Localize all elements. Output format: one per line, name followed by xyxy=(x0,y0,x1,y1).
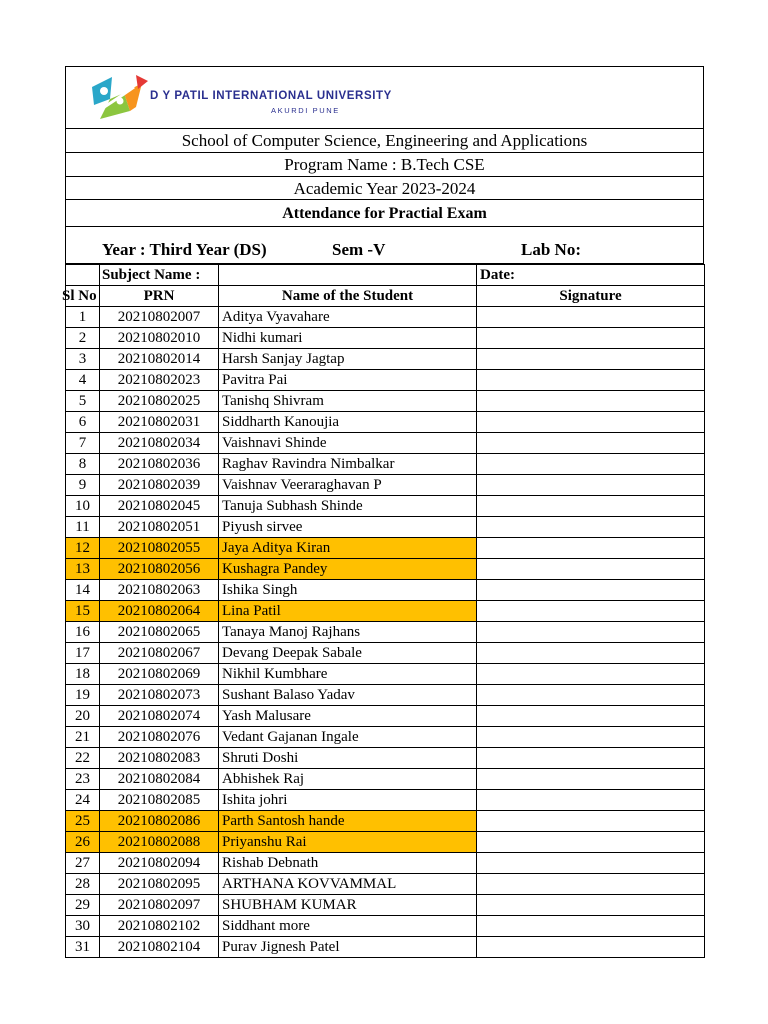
subject-row xyxy=(66,265,705,286)
date-label: Date: xyxy=(477,265,705,286)
sheet-title: Attendance for Practial Exam xyxy=(65,200,704,227)
prn-cell: 20210802025 xyxy=(100,391,219,412)
student-name-cell: Shruti Doshi xyxy=(219,748,477,769)
empty-cell xyxy=(66,265,100,286)
signature-cell[interactable] xyxy=(477,370,705,391)
prn-cell: 20210802095 xyxy=(100,874,219,895)
signature-cell[interactable] xyxy=(477,517,705,538)
signature-cell[interactable] xyxy=(477,391,705,412)
prn-cell: 20210802088 xyxy=(100,832,219,853)
signature-cell[interactable] xyxy=(477,769,705,790)
prn-cell: 20210802065 xyxy=(100,622,219,643)
prn-cell: 20210802051 xyxy=(100,517,219,538)
prn-cell: 20210802084 xyxy=(100,769,219,790)
prn-cell: 20210802083 xyxy=(100,748,219,769)
column-header-row xyxy=(66,286,705,307)
table-row xyxy=(66,370,705,391)
prn-cell: 20210802010 xyxy=(100,328,219,349)
prn-cell: 20210802097 xyxy=(100,895,219,916)
table-row xyxy=(66,811,705,832)
sl-cell: 8 xyxy=(66,454,100,475)
student-name-cell: Vaishnavi Shinde xyxy=(219,433,477,454)
university-location: AKURDI PUNE xyxy=(271,106,340,115)
sl-cell: 25 xyxy=(66,811,100,832)
sl-cell: 10 xyxy=(66,496,100,517)
student-name-cell: Raghav Ravindra Nimbalkar xyxy=(219,454,477,475)
table-row xyxy=(66,769,705,790)
sl-cell: 29 xyxy=(66,895,100,916)
sl-cell: 24 xyxy=(66,790,100,811)
prn-cell: 20210802094 xyxy=(100,853,219,874)
subject-label: Subject Name : xyxy=(100,265,219,286)
signature-cell[interactable] xyxy=(477,433,705,454)
sl-cell: 22 xyxy=(66,748,100,769)
table-row xyxy=(66,580,705,601)
program-name: Program Name : B.Tech CSE xyxy=(65,153,704,177)
student-name-cell: Lina Patil xyxy=(219,601,477,622)
student-name-cell: Yash Malusare xyxy=(219,706,477,727)
school-name: School of Computer Science, Engineering and Applications xyxy=(65,129,704,153)
table-row xyxy=(66,832,705,853)
signature-cell[interactable] xyxy=(477,874,705,895)
university-name: D Y PATIL INTERNATIONAL UNIVERSITY xyxy=(150,90,392,102)
signature-cell[interactable] xyxy=(477,475,705,496)
student-name-cell: Vaishnav Veeraraghavan P xyxy=(219,475,477,496)
table-row xyxy=(66,475,705,496)
column-header-signature: Signature xyxy=(477,286,705,307)
column-header-sl: Sl No xyxy=(66,286,100,307)
student-name-cell: Tanuja Subhash Shinde xyxy=(219,496,477,517)
student-name-cell: Aditya Vyavahare xyxy=(219,307,477,328)
signature-cell[interactable] xyxy=(477,601,705,622)
table-row xyxy=(66,328,705,349)
table-row xyxy=(66,517,705,538)
table-row xyxy=(66,748,705,769)
signature-cell[interactable] xyxy=(477,307,705,328)
sl-cell: 12 xyxy=(66,538,100,559)
table-row xyxy=(66,559,705,580)
table-row xyxy=(66,391,705,412)
sl-cell: 31 xyxy=(66,937,100,958)
signature-cell[interactable] xyxy=(477,622,705,643)
prn-cell: 20210802086 xyxy=(100,811,219,832)
lab-label: Lab No: xyxy=(521,240,581,259)
signature-cell[interactable] xyxy=(477,559,705,580)
signature-cell[interactable] xyxy=(477,454,705,475)
sl-cell: 18 xyxy=(66,664,100,685)
column-header-name: Name of the Student xyxy=(219,286,477,307)
student-name-cell: Purav Jignesh Patel xyxy=(219,937,477,958)
table-row xyxy=(66,727,705,748)
academic-year: Academic Year 2023-2024 xyxy=(65,177,704,200)
subject-value[interactable] xyxy=(219,265,477,286)
prn-cell: 20210802074 xyxy=(100,706,219,727)
table-row xyxy=(66,538,705,559)
sl-cell: 27 xyxy=(66,853,100,874)
sl-cell: 13 xyxy=(66,559,100,580)
table-row xyxy=(66,412,705,433)
prn-cell: 20210802034 xyxy=(100,433,219,454)
signature-cell[interactable] xyxy=(477,496,705,517)
signature-cell[interactable] xyxy=(477,349,705,370)
sl-cell: 4 xyxy=(66,370,100,391)
student-name-cell: Harsh Sanjay Jagtap xyxy=(219,349,477,370)
sl-cell: 21 xyxy=(66,727,100,748)
student-name-cell: Tanishq Shivram xyxy=(219,391,477,412)
prn-cell: 20210802045 xyxy=(100,496,219,517)
column-header-prn: PRN xyxy=(100,286,219,307)
sl-cell: 11 xyxy=(66,517,100,538)
table-row xyxy=(66,853,705,874)
student-name-cell: Abhishek Raj xyxy=(219,769,477,790)
table-row xyxy=(66,643,705,664)
prn-cell: 20210802031 xyxy=(100,412,219,433)
sl-cell: 20 xyxy=(66,706,100,727)
sl-cell: 30 xyxy=(66,916,100,937)
table-row xyxy=(66,790,705,811)
prn-cell: 20210802014 xyxy=(100,349,219,370)
student-name-cell: Sushant Balaso Yadav xyxy=(219,685,477,706)
table-row xyxy=(66,454,705,475)
logo-header xyxy=(65,66,704,129)
student-name-cell: Ishika Singh xyxy=(219,580,477,601)
prn-cell: 20210802036 xyxy=(100,454,219,475)
sl-cell: 14 xyxy=(66,580,100,601)
signature-cell[interactable] xyxy=(477,538,705,559)
student-name-cell: Jaya Aditya Kiran xyxy=(219,538,477,559)
table-row xyxy=(66,895,705,916)
student-name-cell: Priyanshu Rai xyxy=(219,832,477,853)
signature-cell[interactable] xyxy=(477,685,705,706)
student-name-cell: Nikhil Kumbhare xyxy=(219,664,477,685)
table-row xyxy=(66,874,705,895)
sl-cell: 15 xyxy=(66,601,100,622)
table-row xyxy=(66,307,705,328)
student-name-cell: ARTHANA KOVVAMMAL xyxy=(219,874,477,895)
signature-cell[interactable] xyxy=(477,937,705,958)
signature-cell[interactable] xyxy=(477,832,705,853)
signature-cell[interactable] xyxy=(477,748,705,769)
student-name-cell: Siddharth Kanoujia xyxy=(219,412,477,433)
prn-cell: 20210802104 xyxy=(100,937,219,958)
sl-cell: 19 xyxy=(66,685,100,706)
sl-cell: 2 xyxy=(66,328,100,349)
student-name-cell: Siddhant more xyxy=(219,916,477,937)
sl-cell: 26 xyxy=(66,832,100,853)
sl-cell: 16 xyxy=(66,622,100,643)
signature-cell[interactable] xyxy=(477,328,705,349)
signature-cell[interactable] xyxy=(477,643,705,664)
signature-cell[interactable] xyxy=(477,412,705,433)
prn-cell: 20210802085 xyxy=(100,790,219,811)
table-row xyxy=(66,706,705,727)
prn-cell: 20210802039 xyxy=(100,475,219,496)
table-row xyxy=(66,937,705,958)
prn-cell: 20210802023 xyxy=(100,370,219,391)
student-name-cell: Ishita johri xyxy=(219,790,477,811)
student-name-cell: Piyush sirvee xyxy=(219,517,477,538)
signature-cell[interactable] xyxy=(477,580,705,601)
signature-cell[interactable] xyxy=(477,916,705,937)
student-name-cell: Vedant Gajanan Ingale xyxy=(219,727,477,748)
table-row xyxy=(66,601,705,622)
student-name-cell: SHUBHAM KUMAR xyxy=(219,895,477,916)
table-row xyxy=(66,349,705,370)
prn-cell: 20210802063 xyxy=(100,580,219,601)
year-sem-lab-row xyxy=(65,227,704,264)
prn-cell: 20210802067 xyxy=(100,643,219,664)
table-row xyxy=(66,622,705,643)
table-row xyxy=(66,664,705,685)
sl-cell: 9 xyxy=(66,475,100,496)
student-name-cell: Devang Deepak Sabale xyxy=(219,643,477,664)
sem-label: Sem -V xyxy=(332,240,386,259)
sl-cell: 6 xyxy=(66,412,100,433)
student-name-cell: Nidhi kumari xyxy=(219,328,477,349)
prn-cell: 20210802073 xyxy=(100,685,219,706)
prn-cell: 20210802076 xyxy=(100,727,219,748)
attendance-sheet xyxy=(62,66,704,958)
sl-cell: 3 xyxy=(66,349,100,370)
prn-cell: 20210802102 xyxy=(100,916,219,937)
sl-cell: 1 xyxy=(66,307,100,328)
signature-cell[interactable] xyxy=(477,811,705,832)
signature-cell[interactable] xyxy=(477,790,705,811)
sl-cell: 7 xyxy=(66,433,100,454)
table-row xyxy=(66,433,705,454)
sl-cell: 17 xyxy=(66,643,100,664)
prn-cell: 20210802056 xyxy=(100,559,219,580)
university-logo-icon xyxy=(90,71,152,125)
student-name-cell: Tanaya Manoj Rajhans xyxy=(219,622,477,643)
prn-cell: 20210802007 xyxy=(100,307,219,328)
signature-cell[interactable] xyxy=(477,727,705,748)
sl-cell: 5 xyxy=(66,391,100,412)
sl-cell: 23 xyxy=(66,769,100,790)
prn-cell: 20210802069 xyxy=(100,664,219,685)
signature-cell[interactable] xyxy=(477,664,705,685)
prn-cell: 20210802055 xyxy=(100,538,219,559)
student-name-cell: Rishab Debnath xyxy=(219,853,477,874)
table-row xyxy=(66,496,705,517)
table-row xyxy=(66,685,705,706)
attendance-table xyxy=(62,264,705,958)
year-label: Year : Third Year (DS) xyxy=(102,240,267,259)
student-name-cell: Parth Santosh hande xyxy=(219,811,477,832)
student-name-cell: Pavitra Pai xyxy=(219,370,477,391)
table-row xyxy=(66,916,705,937)
signature-cell[interactable] xyxy=(477,853,705,874)
sl-cell: 28 xyxy=(66,874,100,895)
signature-cell[interactable] xyxy=(477,706,705,727)
student-name-cell: Kushagra Pandey xyxy=(219,559,477,580)
prn-cell: 20210802064 xyxy=(100,601,219,622)
signature-cell[interactable] xyxy=(477,895,705,916)
